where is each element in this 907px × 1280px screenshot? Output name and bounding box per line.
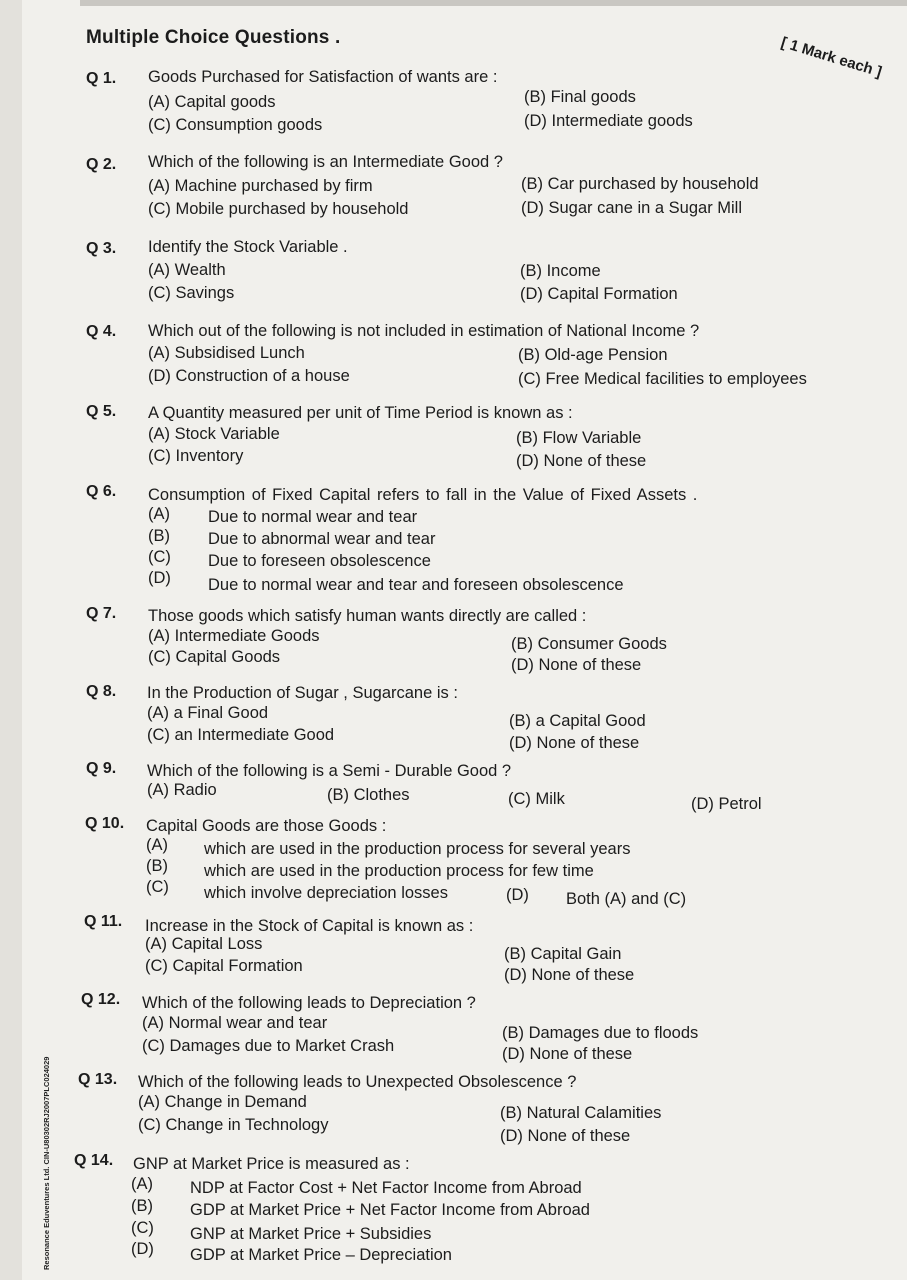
option-a: (A) Change in Demand [138, 1093, 307, 1111]
question-text: Those goods which satisfy human wants directly are called : [148, 607, 587, 625]
question-number: Q 9. [86, 760, 117, 777]
question-text: Which of the following leads to Unexpected Obsolescence ? [138, 1073, 577, 1091]
page-title: Multiple Choice Questions . [86, 27, 341, 48]
question-number: Q 11. [84, 913, 123, 930]
question-text: Which of the following is a Semi - Durable Good ? [147, 762, 512, 780]
option-b-letter: (B) [148, 527, 170, 545]
marks-label: [ 1 Mark each ] [779, 34, 884, 81]
option-a: (A) Machine purchased by firm [148, 177, 373, 195]
option-c: (C) Savings [148, 284, 235, 302]
option-d: Due to normal wear and tear and foreseen obsolescence [208, 576, 624, 594]
option-d: (D) None of these [502, 1045, 633, 1063]
option-d: (D) None of these [516, 452, 647, 470]
question-text: GNP at Market Price is measured as : [133, 1155, 410, 1173]
option-d-letter: (D) [148, 569, 171, 587]
option-c: GNP at Market Price + Subsidies [190, 1225, 432, 1243]
option-a: (A) Subsidised Lunch [148, 344, 305, 362]
option-a: (A) Wealth [148, 261, 226, 279]
option-d: (D) Intermediate goods [524, 112, 693, 130]
question-text: In the Production of Sugar , Sugarcane is : [147, 684, 458, 702]
option-a-letter: (A) [131, 1175, 153, 1193]
option-c: Due to foreseen obsolescence [208, 552, 431, 570]
question-number: Q 5. [86, 403, 117, 420]
question-text: Capital Goods are those Goods : [146, 817, 387, 835]
option-c-letter: (C) [131, 1219, 154, 1237]
option-d: (D) Construction of a house [148, 367, 350, 385]
option-c: which involve depreciation losses [204, 884, 448, 902]
option-a-letter: (A) [146, 836, 168, 854]
question-number: Q 3. [86, 240, 117, 257]
option-d: (D) None of these [500, 1127, 631, 1145]
option-b: (B) Income [520, 262, 601, 280]
option-d-letter: (D) [131, 1240, 154, 1258]
option-c: (C) Inventory [148, 447, 244, 465]
option-c: (C) Capital Formation [145, 957, 303, 975]
question-text: Which out of the following is not included in estimation of National Income ? [148, 322, 700, 340]
question-text: A Quantity measured per unit of Time Period is known as : [148, 404, 573, 422]
option-c: (C) Milk [508, 790, 565, 808]
option-a: (A) Normal wear and tear [142, 1014, 328, 1032]
option-c: (C) Damages due to Market Crash [142, 1037, 395, 1055]
option-c: (C) Change in Technology [138, 1116, 329, 1134]
option-a: (A) Capital goods [148, 93, 276, 111]
option-a: (A) Capital Loss [145, 935, 263, 953]
option-c: (C) Consumption goods [148, 116, 323, 134]
option-d: (D) None of these [504, 966, 635, 984]
question-number: Q 12. [81, 991, 121, 1008]
option-b: (B) a Capital Good [509, 712, 646, 730]
question-text: Consumption of Fixed Capital refers to fall in the Value of Fixed Assets . [148, 486, 698, 504]
option-b: (B) Flow Variable [516, 429, 642, 447]
option-c-letter: (C) [146, 878, 169, 896]
option-d: Both (A) and (C) [566, 890, 687, 908]
question-number: Q 1. [86, 70, 117, 87]
question-number: Q 2. [86, 156, 117, 173]
question-number: Q 8. [86, 683, 117, 700]
option-a: which are used in the production process for several years [204, 840, 631, 858]
option-b: (B) Car purchased by household [521, 175, 759, 193]
option-c: (C) an Intermediate Good [147, 726, 335, 744]
option-b-letter: (B) [146, 857, 168, 875]
option-b-letter: (B) [131, 1197, 153, 1215]
option-c: (C) Mobile purchased by household [148, 200, 409, 218]
option-d: (D) Sugar cane in a Sugar Mill [521, 199, 743, 217]
question-text: Increase in the Stock of Capital is known as : [145, 917, 474, 935]
question-number: Q 10. [85, 815, 125, 832]
question-number: Q 6. [86, 483, 117, 500]
option-b: (B) Consumer Goods [511, 635, 667, 653]
option-d: (D) None of these [511, 656, 642, 674]
option-b: GDP at Market Price + Net Factor Income from Abroad [190, 1201, 590, 1219]
option-a: (A) Intermediate Goods [148, 627, 320, 645]
option-a: (A) a Final Good [147, 704, 269, 722]
option-b: (B) Clothes [327, 786, 410, 804]
option-c-letter: (C) [148, 548, 171, 566]
question-number: Q 14. [74, 1152, 114, 1169]
option-b: (B) Natural Calamities [500, 1104, 662, 1122]
option-b: which are used in the production process for few time [204, 862, 594, 880]
option-d: (D) Capital Formation [520, 285, 678, 303]
question-text: Which of the following leads to Depreciation ? [142, 994, 476, 1012]
page-left-edge [0, 0, 22, 1280]
option-d: (D) None of these [509, 734, 640, 752]
option-c: (C) Capital Goods [148, 648, 281, 666]
question-text: Identify the Stock Variable . [148, 238, 348, 256]
option-b: (B) Capital Gain [504, 945, 622, 963]
question-text: Goods Purchased for Satisfaction of wants are : [148, 68, 498, 86]
option-a: Due to normal wear and tear [208, 508, 418, 526]
option-b: (B) Final goods [524, 88, 636, 106]
question-number: Q 7. [86, 605, 117, 622]
option-a: NDP at Factor Cost + Net Factor Income from Abroad [190, 1179, 582, 1197]
option-d: GDP at Market Price – Depreciation [190, 1246, 452, 1264]
option-a: (A) Stock Variable [148, 425, 280, 443]
question-number: Q 13. [78, 1071, 118, 1088]
option-d: (D) Petrol [691, 795, 762, 813]
option-b: Due to abnormal wear and tear [208, 530, 436, 548]
question-number: Q 4. [86, 323, 117, 340]
option-c: (C) Free Medical facilities to employees [518, 370, 807, 388]
question-text: Which of the following is an Intermediate Good ? [148, 153, 503, 171]
option-d-letter: (D) [506, 886, 529, 904]
option-a-letter: (A) [148, 505, 170, 523]
option-a: (A) Radio [147, 781, 217, 799]
page-top-shadow [80, 0, 907, 6]
publisher-footer: Resonance Eduventures Ltd. CIN-U80302RJ2007PLC024029 [42, 1056, 51, 1270]
option-b: (B) Damages due to floods [502, 1024, 699, 1042]
option-b: (B) Old-age Pension [518, 346, 668, 364]
